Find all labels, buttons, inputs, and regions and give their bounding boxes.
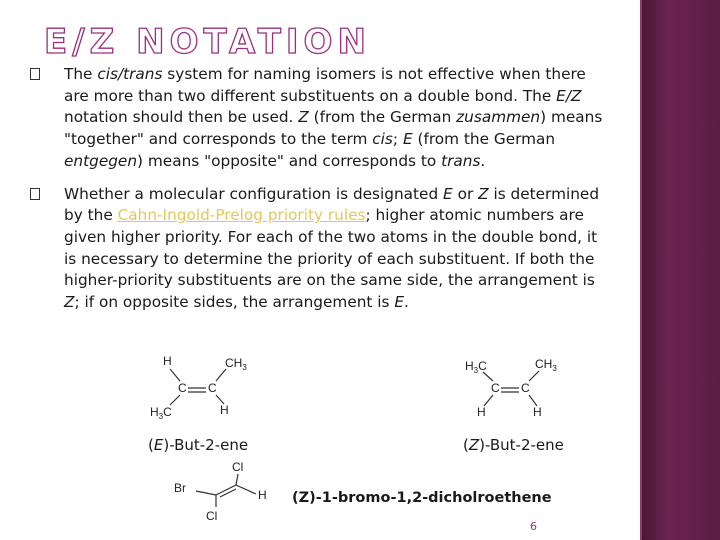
atom-cl: Cl [232,460,244,474]
side-bar-stripe [640,0,642,540]
bullet-item [30,184,610,314]
page-number: 6 [530,520,537,533]
atom-ch3: $CH_3$ [535,357,557,373]
italic-term: E [394,293,405,312]
italic-term: E [443,184,453,203]
italic-term: entgegen [64,151,138,170]
atom-c-right: C [521,381,530,395]
atom-h3c: $H_3C$ [465,359,487,375]
text-segment: . [404,293,409,312]
italic-term: E/Z [556,86,582,105]
italic-term: cis [372,130,393,149]
atom-h: H [163,354,172,368]
text-segment: (from the German [412,130,556,149]
z-but-2-ene-structure [455,350,575,425]
text-segment: notation should then be used. [64,108,299,127]
atom-h: H [258,488,267,502]
bullet-item [30,64,610,173]
bullet-list [30,64,610,314]
italic-term: cis/trans [97,65,163,83]
atom-c-right: C [208,381,217,395]
italic-term: Z [478,184,489,203]
text-segment: (from the German [308,108,457,127]
bullet-marker-icon [30,188,40,200]
bromo-dichloroethene-label: (Z)-1-bromo-1,2-dicholroethene [292,490,552,506]
bonds [196,474,256,507]
slide-title: E/Z NOTATION [44,22,371,62]
z-but-2-ene-label: (Z)-But-2-ene [463,436,564,454]
atom-ch3: $CH_3$ [225,356,247,372]
italic-term: Z [64,293,75,312]
text-segment: system for naming isomers is not effective when there are more than two different substituents on a double bond. The [64,65,586,105]
atom-br: Br [174,481,186,495]
bullet-marker-icon [30,68,40,80]
text-segment: is determined by the [64,184,600,225]
atom-h: H [477,405,486,419]
text-segment: ) means "together" and corresponds to the term [64,108,603,149]
text-segment: ; higher atomic numbers are given higher priority. For each of the two atoms in the double bond, it is necessary to determine the priority of each substituent. If both the higher-priority substituents are on the same side, the arrangement is [64,206,598,290]
atom-c-left: C [178,381,187,395]
text-segment: ; if on opposite sides, the arrangement is [74,293,395,312]
italic-term: trans [441,151,481,170]
atom-h: H [533,405,542,419]
atom-c-left: C [491,381,500,395]
e-but-2-ene-structure [140,350,260,425]
text-segment: Whether a molecular configuration is designated [64,184,444,203]
italic-term: zusammen [456,108,541,127]
cip-rules-link[interactable]: Cahn-Ingold-Prelog priority rules [117,206,366,225]
text-segment: . [480,151,486,170]
decorative-side-bar [640,0,720,540]
text-segment: ) means "opposite" and corresponds to [137,151,442,170]
e-but-2-ene-label: (E)-But-2-ene [148,436,249,454]
atom-cl: Cl [206,509,218,523]
italic-term: E [402,130,413,149]
italic-term: Z [298,108,309,127]
text-segment: ; [392,130,403,149]
bromo-dichloroethene-structure [168,458,278,524]
atom-h3c: $H_3C$ [150,405,172,421]
text-segment: or [452,184,479,203]
atom-h: H [220,403,229,417]
bullet-text [64,65,602,170]
text-segment: The [64,65,98,83]
bullet-text [64,185,599,312]
